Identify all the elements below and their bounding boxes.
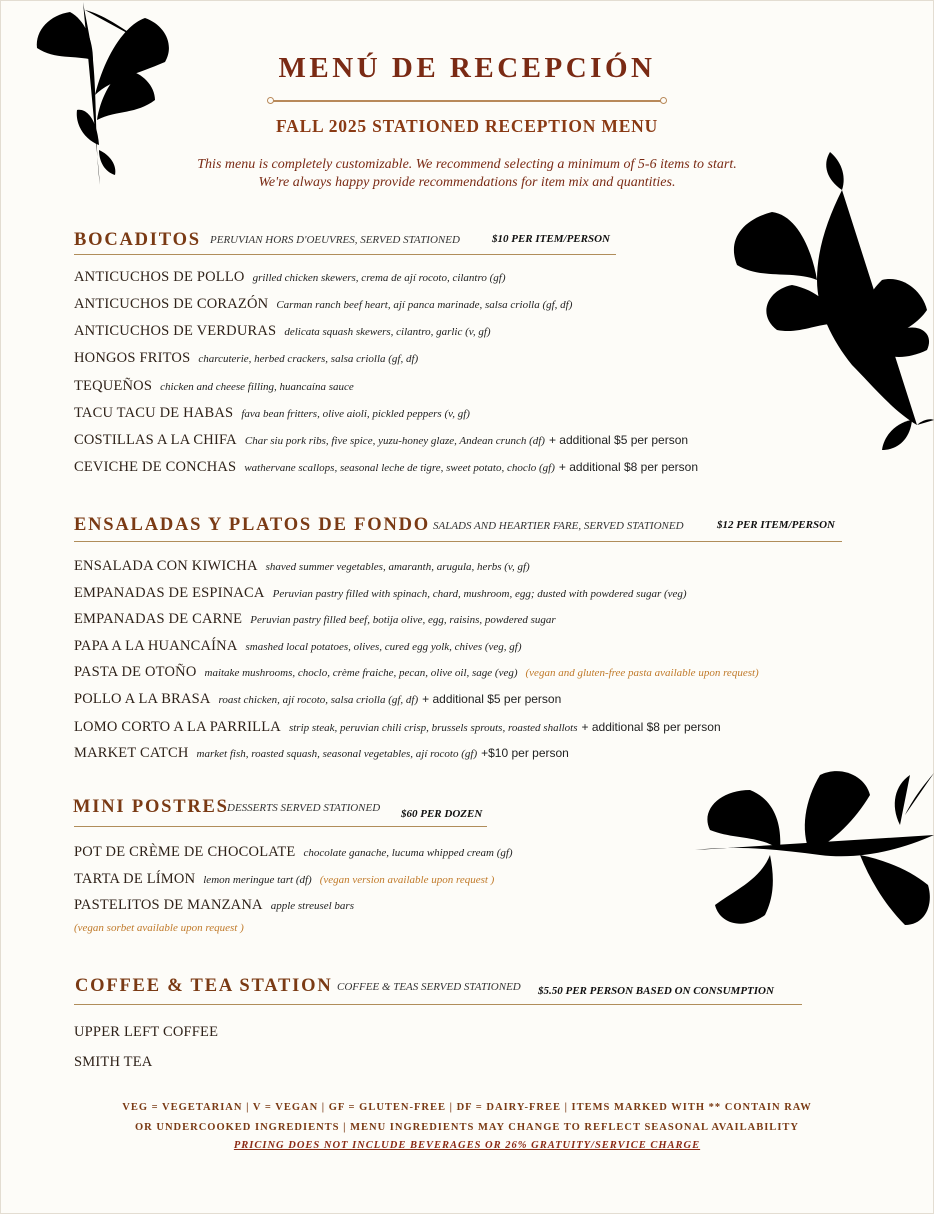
menu-item — [74, 377, 354, 395]
section-rule-bocaditos — [74, 254, 616, 255]
item-name: ANTICUCHOS DE CORAZÓN — [74, 296, 269, 312]
item-desc: chicken and cheese filling, huancaína sauce — [160, 381, 354, 393]
item-desc: lemon meringue tart (df) — [203, 874, 312, 886]
item-name: ANTICUCHOS DE POLLO — [74, 269, 245, 285]
menu-item — [74, 404, 470, 422]
item-surcharge: + additional $8 per person — [581, 720, 721, 734]
ginkgo-leaf-right-top-illustration — [722, 150, 934, 455]
menu-item — [74, 295, 572, 313]
menu-item — [74, 268, 506, 286]
item-name: TEQUEÑOS — [74, 378, 153, 394]
title-divider — [272, 100, 664, 102]
item-desc: market fish, roasted squash, seasonal vegetables, ají rocoto (gf) — [196, 748, 478, 760]
pricing-disclaimer: PRICING DOES NOT INCLUDE BEVERAGES OR 26% GRATUITY/SERVICE CHARGE — [233, 1140, 701, 1151]
postres-footnote: (vegan sorbet available upon request ) — [74, 922, 244, 934]
item-desc: Peruvian pastry filled beef, botija olive, egg, raisins, powdered sugar — [250, 614, 556, 626]
menu-intro — [0, 156, 934, 192]
item-name: MARKET CATCH — [74, 745, 189, 761]
menu-item — [74, 1053, 152, 1071]
item-name: UPPER LEFT COFFEE — [74, 1024, 219, 1040]
menu-item — [74, 744, 569, 762]
item-desc: strip steak, peruvian chili crisp, brussels sprouts, roasted shallots — [288, 722, 578, 734]
item-name: ANTICUCHOS DE VERDURAS — [74, 323, 277, 339]
item-desc: Char siu pork ribs, five spice, yuzu-honey glaze, Andean crunch (df) — [244, 435, 545, 447]
item-name: TACU TACU DE HABAS — [74, 405, 234, 421]
section-title-postres: MINI POSTRES — [73, 797, 229, 817]
menu-item — [74, 870, 494, 888]
item-name: PASTA DE OTOÑO — [74, 664, 197, 680]
section-title-ensaladas: ENSALADAS Y PLATOS DE FONDO — [74, 515, 430, 535]
item-name: PAPA A LA HUANCAÍNA — [74, 638, 238, 654]
item-surcharge: + additional $8 per person — [558, 460, 699, 474]
menu-item — [74, 431, 688, 449]
section-desc-bocaditos: PERUVIAN HORS D'OEUVRES, SERVED STATIONED — [210, 234, 460, 246]
menu-item — [74, 718, 721, 736]
menu-item — [74, 637, 522, 655]
item-desc: shaved summer vegetables, amaranth, arugula, herbs (v, gf) — [265, 561, 530, 573]
item-desc: roast chicken, ají rocoto, salsa criolla (gf, df) — [218, 694, 419, 706]
item-name: POT DE CRÈME DE CHOCOLATE — [74, 844, 296, 860]
item-desc: chocolate ganache, lucuma whipped cream (gf) — [303, 847, 513, 859]
menu-item — [74, 663, 759, 681]
menu-item — [74, 896, 354, 914]
item-name: EMPANADAS DE ESPINACA — [74, 585, 265, 601]
item-desc: delicata squash skewers, cilantro, garlic (v, gf) — [284, 326, 491, 338]
menu-item — [74, 557, 530, 575]
title-divider-dot-right — [660, 97, 667, 104]
item-desc: apple streusel bars — [270, 900, 354, 912]
item-availability-note: (vegan and gluten-free pasta available upon request) — [525, 667, 759, 679]
menu-item — [74, 690, 561, 708]
item-desc: maitake mushrooms, choclo, crème fraiche, pecan, olive oil, sage (veg) — [204, 667, 518, 679]
section-price-coffee: $5.50 PER PERSON BASED ON CONSUMPTION — [538, 985, 774, 997]
intro-line-2: We're always happy provide recommendations for item mix and quantities. — [258, 175, 676, 190]
item-desc: grilled chicken skewers, crema de ají rocoto, cilantro (gf) — [252, 272, 506, 284]
title-divider-dot-left — [267, 97, 274, 104]
item-availability-note: (vegan version available upon request ) — [319, 874, 495, 886]
item-name: TARTA DE LÍMON — [74, 871, 196, 887]
item-desc: charcuterie, herbed crackers, salsa criolla (gf, df) — [198, 353, 419, 365]
item-surcharge: + additional $5 per person — [548, 433, 689, 447]
menu-item — [74, 349, 418, 367]
section-price-postres: $60 PER DOZEN — [401, 808, 483, 820]
item-name: HONGOS FRITOS — [74, 350, 191, 366]
section-price-bocaditos: $10 PER ITEM/PERSON — [492, 233, 610, 245]
item-name: EMPANADAS DE CARNE — [74, 611, 243, 627]
menu-item — [74, 584, 687, 602]
menu-item — [74, 458, 698, 476]
section-desc-postres: DESSERTS SERVED STATIONED — [227, 802, 381, 814]
item-desc: Carman ranch beef heart, ají panca marinade, salsa criolla (gf, df) — [276, 299, 573, 311]
section-desc-coffee: COFFEE & TEAS SERVED STATIONED — [337, 981, 521, 993]
legend-line-2: OR UNDERCOOKED INGREDIENTS | MENU INGREDIENTS MAY CHANGE TO REFLECT SEASONAL AVAILABILITY — [135, 1122, 799, 1133]
section-desc-ensaladas: SALADS AND HEARTIER FARE, SERVED STATIONED — [433, 520, 684, 532]
item-name: CEVICHE DE CONCHAS — [74, 459, 237, 475]
section-rule-ensaladas — [74, 541, 842, 542]
item-desc: wathervane scallops, seasonal leche de tigre, sweet potato, choclo (gf) — [244, 462, 555, 474]
menu-title: MENÚ DE RECEPCIÓN — [278, 52, 656, 84]
menu-item — [74, 843, 513, 861]
menu-item — [74, 610, 556, 628]
menu-item — [74, 1023, 218, 1041]
item-name: SMITH TEA — [74, 1054, 153, 1070]
intro-line-1: This menu is completely customizable. We recommend selecting a minimum of 5-6 items to start. — [197, 157, 737, 172]
section-title-bocaditos: BOCADITOS — [74, 230, 201, 250]
section-rule-postres — [74, 826, 487, 827]
menu-subtitle: FALL 2025 STATIONED RECEPTION MENU — [275, 116, 659, 136]
section-rule-coffee — [74, 1004, 802, 1005]
item-desc: smashed local potatoes, olives, cured egg yolk, chives (veg, gf) — [245, 641, 522, 653]
legend-line-1: VEG = VEGETARIAN | V = VEGAN | GF = GLUTEN-FREE | DF = DAIRY-FREE | ITEMS MARKED WITH ** CONTAIN RAW — [122, 1102, 812, 1113]
section-price-ensaladas: $12 PER ITEM/PERSON — [717, 519, 835, 531]
item-name: PASTELITOS DE MANZANA — [74, 897, 263, 913]
item-surcharge: +$10 per person — [481, 746, 569, 760]
item-name: LOMO CORTO A LA PARRILLA — [74, 719, 281, 735]
menu-item — [74, 322, 491, 340]
item-surcharge: + additional $5 per person — [422, 692, 562, 706]
item-name: ENSALADA CON KIWICHA — [74, 558, 258, 574]
item-name: COSTILLAS A LA CHIFA — [74, 432, 237, 448]
item-name: POLLO A LA BRASA — [74, 691, 211, 707]
item-desc: Peruvian pastry filled with spinach, chard, mushroom, egg; dusted with powdered sugar (veg) — [272, 588, 687, 600]
section-title-coffee: COFFEE & TEA STATION — [75, 976, 333, 996]
item-desc: fava bean fritters, olive aioli, pickled peppers (v, gf) — [241, 408, 470, 420]
ginkgo-leaf-right-bottom-illustration — [690, 755, 934, 955]
